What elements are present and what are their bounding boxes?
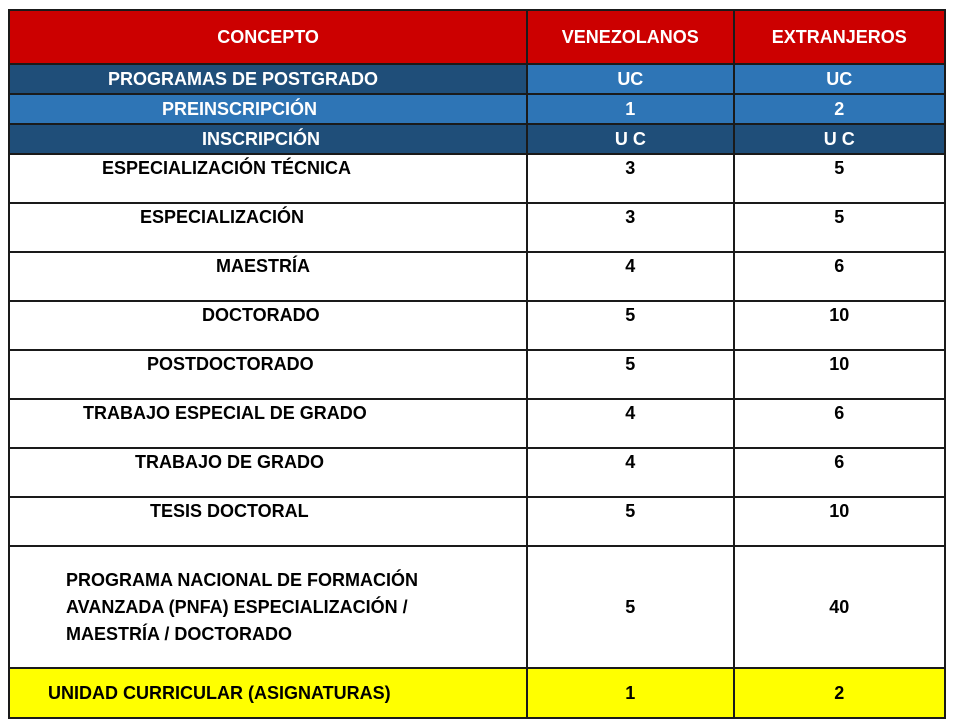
programas-row — [9, 64, 945, 94]
pnfa-ven: 5 — [527, 546, 733, 668]
preinscripcion-ven: 1 — [527, 94, 733, 124]
row-label: MAESTRÍA — [9, 252, 527, 301]
header-row — [9, 10, 945, 64]
row-ven: 4 — [527, 399, 733, 448]
header-venezolanos: VENEZOLANOS — [527, 10, 733, 64]
table-row — [9, 154, 945, 203]
table-row — [9, 203, 945, 252]
preinscripcion-label: PREINSCRIPCIÓN — [9, 94, 527, 124]
row-ext: 6 — [734, 399, 945, 448]
programas-label: PROGRAMAS DE POSTGRADO — [9, 64, 527, 94]
row-ext: 10 — [734, 301, 945, 350]
inscripcion-ven: U C — [527, 124, 733, 154]
pnfa-line-2: AVANZADA (PNFA) ESPECIALIZACIÓN / — [66, 596, 408, 617]
row-ven: 5 — [527, 497, 733, 546]
table-row — [9, 448, 945, 497]
preinscripcion-ext: 2 — [734, 94, 945, 124]
programas-ext: UC — [734, 64, 945, 94]
row-ext: 6 — [734, 448, 945, 497]
row-ext: 5 — [734, 154, 945, 203]
header-extranjeros: EXTRANJEROS — [734, 10, 945, 64]
footer-ext: 2 — [734, 668, 945, 718]
pnfa-line-1: PROGRAMA NACIONAL DE FORMACIÓN — [66, 569, 418, 590]
table-row — [9, 252, 945, 301]
pnfa-row — [9, 546, 945, 668]
pnfa-line-3: MAESTRÍA / DOCTORADO — [66, 623, 293, 644]
pnfa-ext: 40 — [734, 546, 945, 668]
row-ext: 10 — [734, 350, 945, 399]
row-label: TESIS DOCTORAL — [9, 497, 527, 546]
header-concepto: CONCEPTO — [9, 10, 527, 64]
table-row — [9, 350, 945, 399]
row-label: TRABAJO DE GRADO — [9, 448, 527, 497]
row-ext: 10 — [734, 497, 945, 546]
row-ven: 3 — [527, 203, 733, 252]
footer-row — [9, 668, 945, 718]
row-label: DOCTORADO — [9, 301, 527, 350]
row-label: ESPECIALIZACIÓN TÉCNICA — [9, 154, 527, 203]
footer-label: UNIDAD CURRICULAR (ASIGNATURAS) — [9, 668, 527, 718]
footer-ven: 1 — [527, 668, 733, 718]
pnfa-label — [9, 546, 527, 668]
inscripcion-label: INSCRIPCIÓN — [9, 124, 527, 154]
inscripcion-ext: U C — [734, 124, 945, 154]
row-label: POSTDOCTORADO — [9, 350, 527, 399]
preinscripcion-row — [9, 94, 945, 124]
table-row — [9, 497, 945, 546]
row-label: TRABAJO ESPECIAL DE GRADO — [9, 399, 527, 448]
row-ven: 5 — [527, 301, 733, 350]
row-ext: 5 — [734, 203, 945, 252]
programas-ven: UC — [527, 64, 733, 94]
row-ven: 5 — [527, 350, 733, 399]
row-ven: 4 — [527, 448, 733, 497]
fees-table — [8, 9, 946, 719]
row-ven: 4 — [527, 252, 733, 301]
inscripcion-row — [9, 124, 945, 154]
row-ven: 3 — [527, 154, 733, 203]
row-ext: 6 — [734, 252, 945, 301]
table-row — [9, 301, 945, 350]
row-label: ESPECIALIZACIÓN — [9, 203, 527, 252]
table-row — [9, 399, 945, 448]
